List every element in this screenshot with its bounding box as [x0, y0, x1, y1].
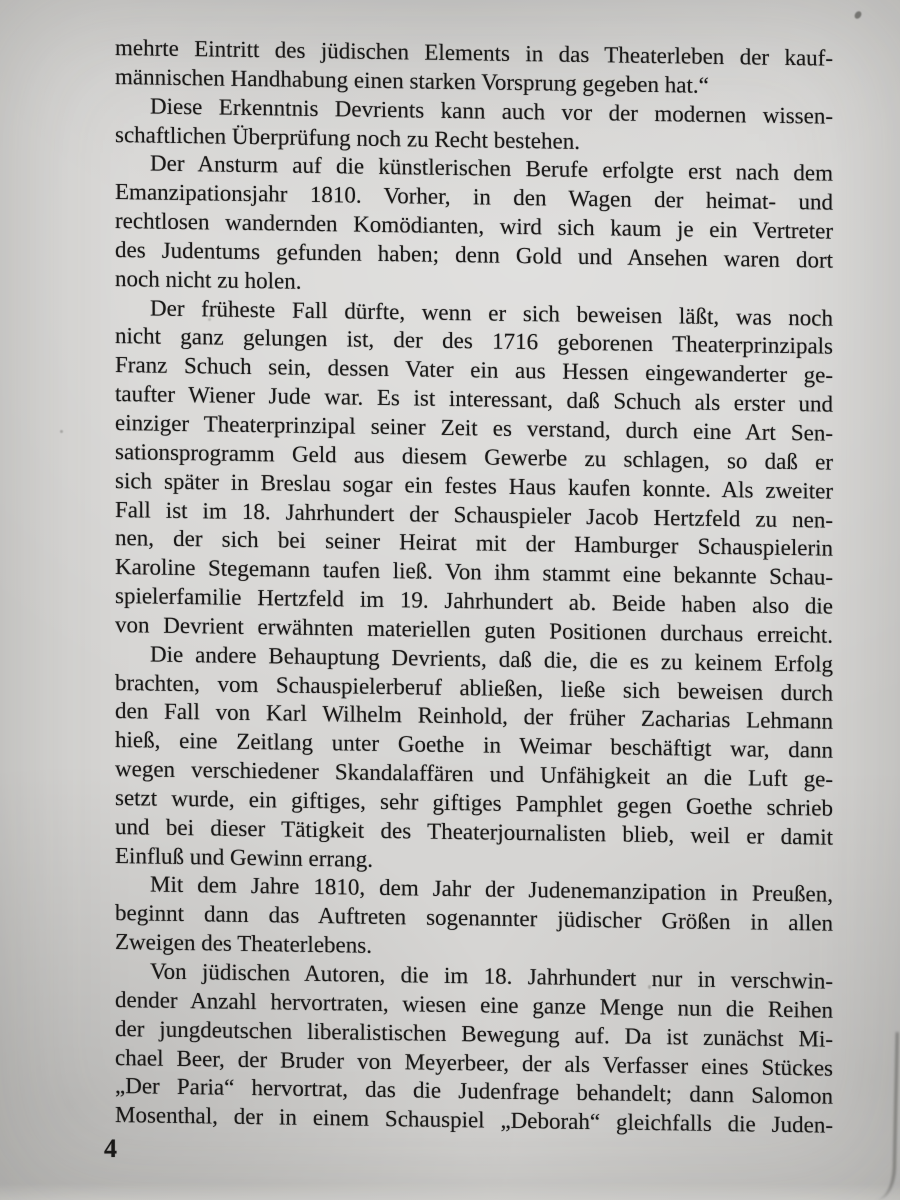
text-line-content: der jungdeutschen liberalistischen Bewegung auf. Da ist zunächst Mi-: [115, 1015, 833, 1052]
text-line-content: und bei dieser Tätigkeit des Theaterjournalisten blieb, weil er damit: [115, 813, 833, 850]
text-line-content: des Judentums gefunden haben; denn Gold und Ansehen waren dort: [115, 236, 833, 273]
paper-speck: [208, 318, 211, 321]
text-line-content: Der früheste Fall dürfte, wenn er sich beweisen läßt, was noch: [150, 295, 833, 331]
text-line-content: Die andere Behauptung Devrients, daß die, die es zu keinem Erfolg: [150, 641, 833, 677]
text-line-content: einziger Theaterprinzipal seiner Zeit es verstand, durch eine Art Sen-: [115, 409, 833, 446]
text-line-content: Der Ansturm auf die künstlerischen Berufe erfolgte erst nach dem: [150, 150, 833, 187]
text-line-content: rechtlosen wandernden Komödianten, wird sich kaum je ein Vertreter: [115, 208, 833, 244]
text-line-content: Von jüdischen Autoren, die im 18. Jahrhundert nur in verschwin-: [150, 958, 833, 994]
text-line-content: nicht ganz gelungen ist, der des 1716 geborenen Theaterprinzipals: [115, 323, 833, 360]
text-line-content: Diese Erkenntnis Devrients kann auch vor der modernen wissen-: [150, 93, 833, 129]
paper-speck: [648, 985, 651, 989]
text-line-content: Mit dem Jahre 1810, dem Jahr der Judenemanzipation in Preußen,: [150, 871, 833, 908]
text-line-content: „Der Paria“ hervortrat, das die Judenfrage behandelt; dann Salomon: [115, 1073, 833, 1110]
page-edge-shadow: [876, 1032, 899, 1200]
text-line-content: Emanzipationsjahr 1810. Vorher, in den Wagen der heimat- und: [115, 179, 833, 215]
text-line-content: Mosenthal, der in einem Schauspiel „Deborah“ gleichfalls die Juden-: [115, 1102, 833, 1138]
text-line-content: taufter Wiener Jude war. Es ist interessant, daß Schuch als erster und: [115, 381, 833, 417]
text-line-content: den Fall von Karl Wilhelm Reinhold, der früher Zacharias Lehmann: [115, 698, 833, 735]
text-line-content: brachten, vom Schauspielerberuf abließen, ließe sich beweisen durch: [115, 669, 833, 706]
text-line-content: von Devrient erwähnten materiellen guten Positionen durchaus erreicht.: [115, 611, 833, 648]
paper-speck: [853, 10, 863, 20]
page-number: 4: [104, 1134, 117, 1163]
text-line-content: nen, der sich bei seiner Heirat mit der Hamburger Schauspielerin: [115, 525, 833, 561]
text-line-content: spielerfamilie Hertzfeld im 19. Jahrhundert ab. Beide haben also die: [115, 583, 833, 619]
text-line-content: hieß, eine Zeitlang unter Goethe in Weimar beschäftigt war, dann: [115, 727, 833, 763]
text-line-content: Einfluß und Gewinn errang.: [115, 842, 374, 872]
text-line-content: Zweigen des Theaterlebens.: [115, 929, 372, 958]
text-line-content: mehrte Eintritt des jüdischen Elements in das Theaterleben der kauf-: [115, 35, 833, 71]
text-line-content: sich später in Breslau sogar ein festes Haus kaufen konnte. Als zweiter: [115, 467, 833, 504]
text-line-content: schaftlichen Überprüfung noch zu Recht bestehen.: [115, 121, 580, 154]
text-line-content: beginnt dann das Auftreten sogenannter jüdischer Größen in allen: [115, 900, 833, 936]
text-line-content: männischen Handhabung einen starken Vorsprung gegeben hat.“: [115, 63, 709, 98]
page-text-block: [115, 34, 833, 1141]
text-line-content: noch nicht zu holen.: [115, 265, 302, 294]
text-line-content: wegen verschiedener Skandalaffären und Unfähigkeit an die Luft ge-: [115, 756, 833, 792]
text-line-content: Karoline Stegemann taufen ließ. Von ihm stammt eine bekannte Schau-: [115, 554, 833, 590]
text-line-content: dender Anzahl hervortraten, wiesen eine ganze Menge nun die Reihen: [115, 986, 833, 1023]
text-line-content: Franz Schuch sein, dessen Vater ein aus Hessen eingewanderter ge-: [115, 352, 833, 388]
text-line-content: sationsprogramm Geld aus diesem Gewerbe zu schlagen, so daß er: [115, 438, 833, 475]
text-line-content: chael Beer, der Bruder von Meyerbeer, der als Verfasser eines Stückes: [115, 1044, 833, 1081]
text-line-content: Fall ist im 18. Jahrhundert der Schauspieler Jacob Hertzfeld zu nen-: [115, 496, 833, 533]
text-line-content: setzt wurde, ein giftiges, sehr giftiges Pamphlet gegen Goethe schrieb: [115, 784, 833, 821]
paper-speck: [60, 430, 63, 433]
